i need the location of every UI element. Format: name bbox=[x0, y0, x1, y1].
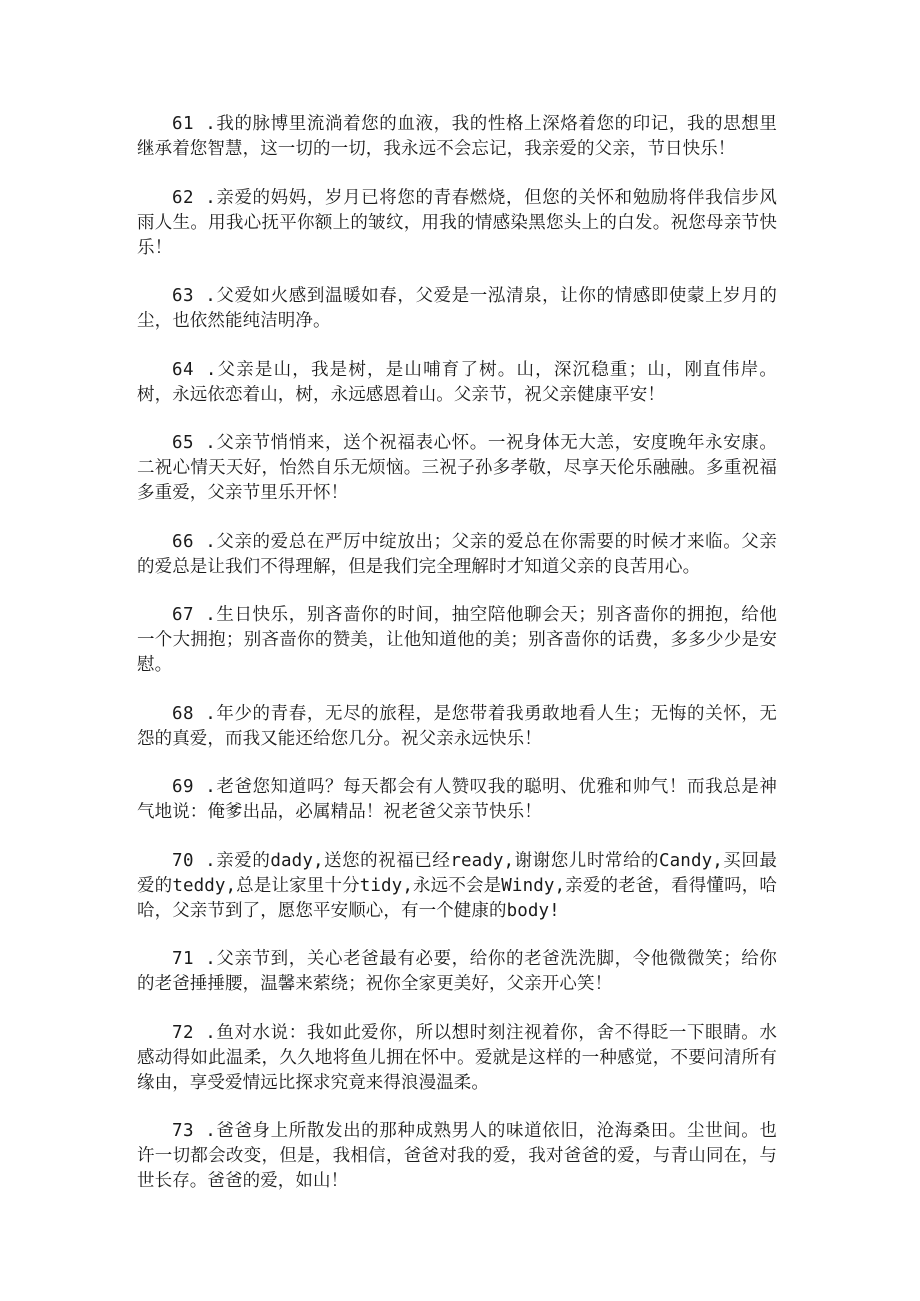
paragraph-text: .老爸您知道吗？每天都会有人赞叹我的聪明、优雅和帅气！而我总是神气地说：俺爹出品，必属精品！祝老爸父亲节快乐！ bbox=[137, 777, 777, 822]
paragraph-number: 69 bbox=[172, 777, 195, 797]
paragraph-text: .父亲节悄悄来，送个祝福表心怀。一祝身体无大恙，安度晚年永安康。二祝心情天天好，怡然自乐无烦恼。三祝子孙多孝敬，尽享天伦乐融融。多重祝福多重爱，父亲节里乐开怀！ bbox=[137, 433, 777, 503]
paragraph-number: 73 bbox=[172, 1121, 195, 1141]
paragraph-text: .亲爱的妈妈，岁月已将您的青春燃烧，但您的关怀和勉励将伴我信步风雨人生。用我心抚平你额上的皱纹，用我的情感染黑您头上的白发。祝您母亲节快乐！ bbox=[137, 187, 777, 258]
paragraph-text: .生日快乐，别吝啬你的时间，抽空陪他聊会天；别吝啬你的拥抱，给他一个大拥抱；别吝啬你的赞美，让他知道他的美；别吝啬你的话费，多多少少是安慰。 bbox=[137, 605, 777, 675]
paragraph-number: 66 bbox=[172, 531, 195, 552]
paragraph-65 bbox=[137, 431, 777, 506]
paragraph-70 bbox=[137, 849, 777, 924]
paragraph-68 bbox=[137, 702, 777, 752]
paragraph-number: 72 bbox=[172, 1022, 195, 1043]
paragraph-63 bbox=[137, 284, 777, 334]
paragraph-69 bbox=[137, 775, 777, 825]
paragraph-text: .父亲的爱总在严厉中绽放出；父亲的爱总在你需要的时候才来临。父亲的爱总是让我们不得理解，但是我们完全理解时才知道父亲的良苦用心。 bbox=[137, 531, 777, 577]
paragraph-number: 62 bbox=[172, 187, 195, 208]
paragraph-64 bbox=[137, 358, 777, 408]
paragraph-number: 71 bbox=[172, 949, 195, 969]
paragraph-text: .亲爱的dady,送您的祝福已经ready,谢谢您儿时常给的Candy,买回最爱的teddy,总是让家里十分tidy,永远不会是Windy,亲爱的老爸，看得懂吗，哈哈，父亲节到了，愿您平安顺心，有一个健康的body! bbox=[137, 850, 778, 921]
paragraph-text: .我的脉博里流淌着您的血液，我的性格上深烙着您的印记，我的思想里继承着您智慧，这一切的一切，我永远不会忘记，我亲爱的父亲，节日快乐！ bbox=[137, 114, 777, 159]
paragraph-61 bbox=[137, 112, 777, 162]
paragraph-number: 65 bbox=[172, 433, 195, 453]
paragraph-62 bbox=[137, 186, 777, 261]
paragraph-72 bbox=[137, 1021, 777, 1096]
paragraph-text: .年少的青春，无尽的旅程，是您带着我勇敢地看人生；无悔的关怀，无怨的真爱，而我又能还给您几分。祝父亲永远快乐！ bbox=[137, 703, 777, 749]
paragraph-71 bbox=[137, 947, 777, 997]
document-body bbox=[137, 112, 777, 1218]
paragraph-text: .父爱如火感到温暖如春，父爱是一泓清泉，让你的情感即使蒙上岁月的尘，也依然能纯洁明净。 bbox=[137, 286, 777, 331]
paragraph-number: 68 bbox=[172, 703, 195, 724]
paragraph-73 bbox=[137, 1119, 777, 1194]
paragraph-number: 70 bbox=[172, 850, 195, 871]
paragraph-number: 64 bbox=[172, 359, 195, 380]
paragraph-number: 63 bbox=[172, 286, 195, 306]
paragraph-66 bbox=[137, 530, 777, 580]
paragraph-number: 67 bbox=[172, 605, 195, 625]
paragraph-number: 61 bbox=[172, 114, 195, 134]
paragraph-text: .父亲是山，我是树，是山哺育了树。山，深沉稳重；山，刚直伟岸。树，永远依恋着山，树，永远感恩着山。父亲节，祝父亲健康平安！ bbox=[137, 359, 778, 405]
paragraph-text: .鱼对水说：我如此爱你，所以想时刻注视着你，舍不得眨一下眼睛。水感动得如此温柔，久久地将鱼儿拥在怀中。爱就是这样的一种感觉，不要问清所有缘由，享受爱情远比探求究竟来得浪漫温柔。 bbox=[137, 1022, 777, 1093]
paragraph-text: .爸爸身上所散发出的那种成熟男人的味道依旧，沧海桑田。尘世间。也许一切都会改变，但是，我相信，爸爸对我的爱，我对爸爸的爱，与青山同在，与世长存。爸爸的爱，如山！ bbox=[137, 1121, 777, 1191]
paragraph-67 bbox=[137, 603, 777, 678]
paragraph-text: .父亲节到，关心老爸最有必要，给你的老爸洗洗脚，令他微微笑；给你的老爸捶捶腰，温馨来萦绕；祝你全家更美好，父亲开心笑！ bbox=[137, 949, 777, 994]
